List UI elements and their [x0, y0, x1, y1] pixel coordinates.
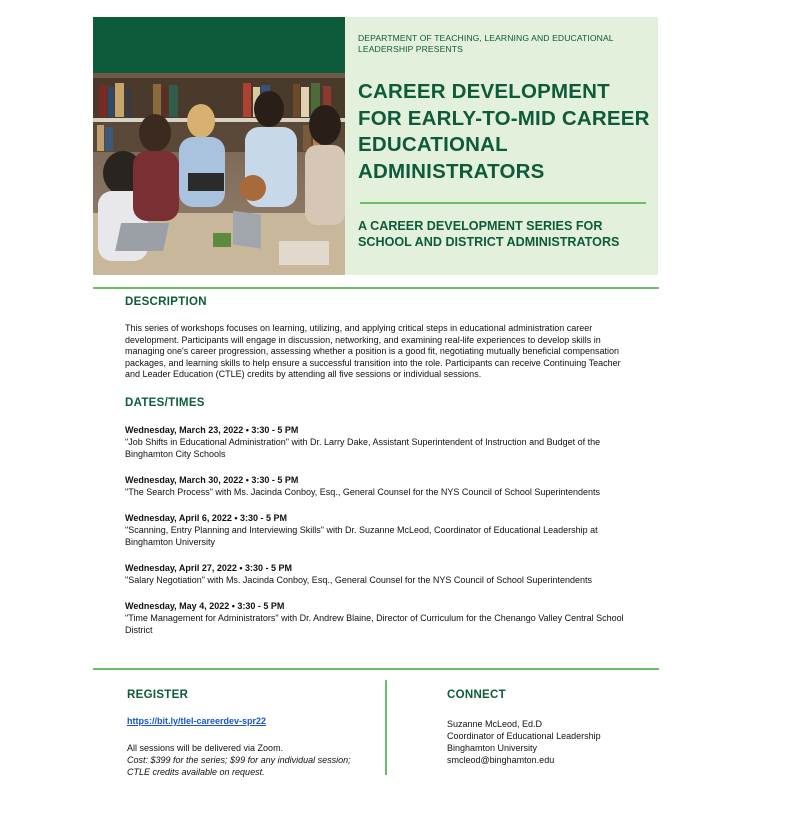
session-date: Wednesday, April 6, 2022 • 3:30 - 5 PM [125, 513, 288, 523]
hero-color-bar [93, 17, 345, 73]
session-detail: "The Search Process" with Ms. Jacinda Conboy, Esq., General Counsel for the NYS Council of School Superintendents [125, 487, 600, 497]
session-item [125, 600, 640, 636]
description-body: This series of workshops focuses on learning, utilizing, and applying critical steps in educational administration career development. Participants will engage in discussion, networking, and examining real-life experiences to develop skills in managing one's career progression, assessing whether a position is a good fit, negotiating mutually beneficial compensation packages, and learning skills to help ensure a successful transition into the role. Participants can receive Continuing Teacher and Leader Education (CTLE) credits by attending all five sessions or individual sessions. [125, 323, 621, 380]
column-divider [385, 680, 387, 775]
contact-name: Suzanne McLeod, Ed.D [447, 719, 543, 729]
dates-heading: DATES/TIMES [125, 397, 205, 409]
hero-photo [93, 73, 345, 275]
section-divider-top [93, 287, 659, 289]
event-title: CAREER DEVELOPMENT FOR EARLY-TO-MID CAREER EDUCATIONAL ADMINISTRATORS [358, 80, 650, 183]
department-label: DEPARTMENT OF TEACHING, LEARNING AND EDUCATIONAL LEADERSHIP PRESENTS [358, 33, 614, 54]
students-studying-image [93, 73, 345, 275]
event-subtitle: A CAREER DEVELOPMENT SERIES FOR SCHOOL AND DISTRICT ADMINISTRATORS [358, 219, 620, 249]
zoom-note: All sessions will be delivered via Zoom. [127, 743, 284, 753]
ctle-note: CTLE credits available on request. [127, 767, 265, 777]
session-detail: "Job Shifts in Educational Administration" with Dr. Larry Dake, Assistant Superintendent of Instruction and Budget of the Binghamton City Schools [125, 437, 601, 459]
contact-org: Binghamton University [447, 743, 538, 753]
session-date: Wednesday, May 4, 2022 • 3:30 - 5 PM [125, 601, 285, 611]
session-detail: "Time Management for Administrators" with Dr. Andrew Blaine, Director of Curriculum for the Chenango Valley Central School District [125, 613, 624, 635]
description-heading: DESCRIPTION [125, 296, 207, 308]
contact-email[interactable]: smcleod@binghamton.edu [447, 755, 555, 765]
contact-block [447, 718, 647, 766]
session-date: Wednesday, April 27, 2022 • 3:30 - 5 PM [125, 563, 293, 573]
session-detail: "Scanning, Entry Planning and Interviewing Skills" with Dr. Suzanne McLeod, Coordinator of Educational Leadership at Binghamton University [125, 525, 598, 547]
panel-divider [360, 202, 646, 204]
session-item [125, 562, 640, 586]
register-details [127, 742, 377, 778]
registration-link[interactable]: https://bit.ly/tlel-careerdev-spr22 [127, 716, 267, 726]
session-date: Wednesday, March 30, 2022 • 3:30 - 5 PM [125, 475, 299, 485]
section-divider-bottom [93, 668, 659, 670]
register-heading: REGISTER [127, 689, 189, 701]
connect-heading: CONNECT [447, 689, 506, 701]
session-item [125, 424, 640, 460]
cost-note: Cost: $399 for the series; $99 for any individual session; [127, 755, 351, 765]
session-item [125, 474, 640, 498]
session-date: Wednesday, March 23, 2022 • 3:30 - 5 PM [125, 425, 299, 435]
session-detail: "Salary Negotiation" with Ms. Jacinda Conboy, Esq., General Counsel for the NYS Council of School Superintendents [125, 575, 592, 585]
session-item [125, 512, 640, 548]
contact-role: Coordinator of Educational Leadership [447, 731, 601, 741]
